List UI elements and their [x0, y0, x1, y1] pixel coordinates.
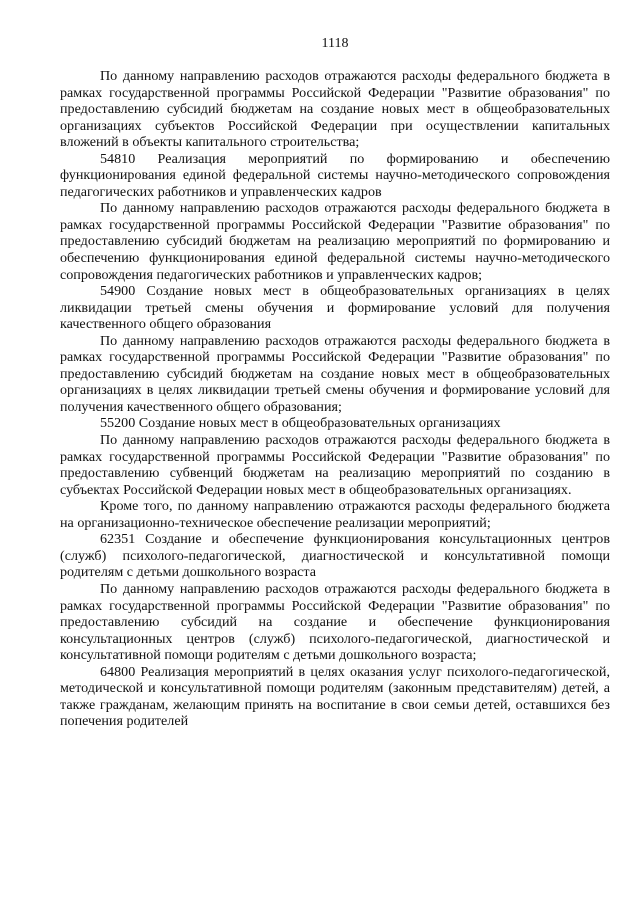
- paragraph: По данному направлению расходов отражаются расходы федерального бюджета в рамках государственной программы Российской Федерации "Развитие образования" по предоставлению субсидий на создание и обеспечение функционирования консультационных центров (служб) психолого-педагогической, диагностической и консультативной помощи родителям с детьми дошкольного возраста;: [60, 580, 610, 664]
- section-heading-54900: 54900 Создание новых мест в общеобразовательных организациях в целях ликвидации третьей смены обучения и формирование условий для получения качественного общего образования: [60, 283, 610, 333]
- section-heading-54810: 54810 Реализация мероприятий по формированию и обеспечению функционирования единой федеральной системы научно-методического сопровождения педагогических работников и управленческих кадров: [60, 150, 610, 200]
- paragraph: Кроме того, по данному направлению отражаются расходы федерального бюджета на организационно-техническое обеспечение реализации мероприятий;: [60, 498, 610, 531]
- paragraph: По данному направлению расходов отражаются расходы федерального бюджета в рамках государственной программы Российской Федерации "Развитие образования" по предоставлению субсидий бюджетам на создание новых мест в общеобразовательных организациях субъектов Российской Федерации при осуществлении капитальных вложений в объекты капитального строительства;: [60, 68, 610, 151]
- document-body: [60, 68, 610, 730]
- section-heading-55200: 55200 Создание новых мест в общеобразовательных организациях: [100, 415, 501, 432]
- section-heading-62351: 62351 Создание и обеспечение функционирования консультационных центров (служб) психолого-педагогической, диагностической и консультативной помощи родителям с детьми дошкольного возраста: [60, 531, 610, 581]
- paragraph: По данному направлению расходов отражаются расходы федерального бюджета в рамках государственной программы Российской Федерации "Развитие образования" по предоставлению субвенций бюджетам на реализацию мероприятий по созданию в субъектах Российской Федерации новых мест в общеобразовательных организациях.: [60, 432, 610, 498]
- page-number: 1118: [321, 36, 349, 51]
- paragraph: По данному направлению расходов отражаются расходы федерального бюджета в рамках государственной программы Российской Федерации "Развитие образования" по предоставлению субсидий бюджетам на создание новых мест в общеобразовательных организациях в целях ликвидации третьей смены обучения и формирование условий для получения качественного общего образования;: [60, 332, 610, 415]
- paragraph: По данному направлению расходов отражаются расходы федерального бюджета в рамках государственной программы Российской Федерации "Развитие образования" по предоставлению субсидий бюджетам на реализацию мероприятий по формированию и обеспечению функционирования единой федеральной системы научно-методического сопровождения педагогических работников и управленческих кадров;: [60, 200, 610, 283]
- section-heading-64800: 64800 Реализация мероприятий в целях оказания услуг психолого-педагогической, методической и консультативной помощи родителям (законным представителям) детей, а также гражданам, желающим принять на воспитание в свои семьи детей, оставшихся без попечения родителей: [60, 663, 610, 730]
